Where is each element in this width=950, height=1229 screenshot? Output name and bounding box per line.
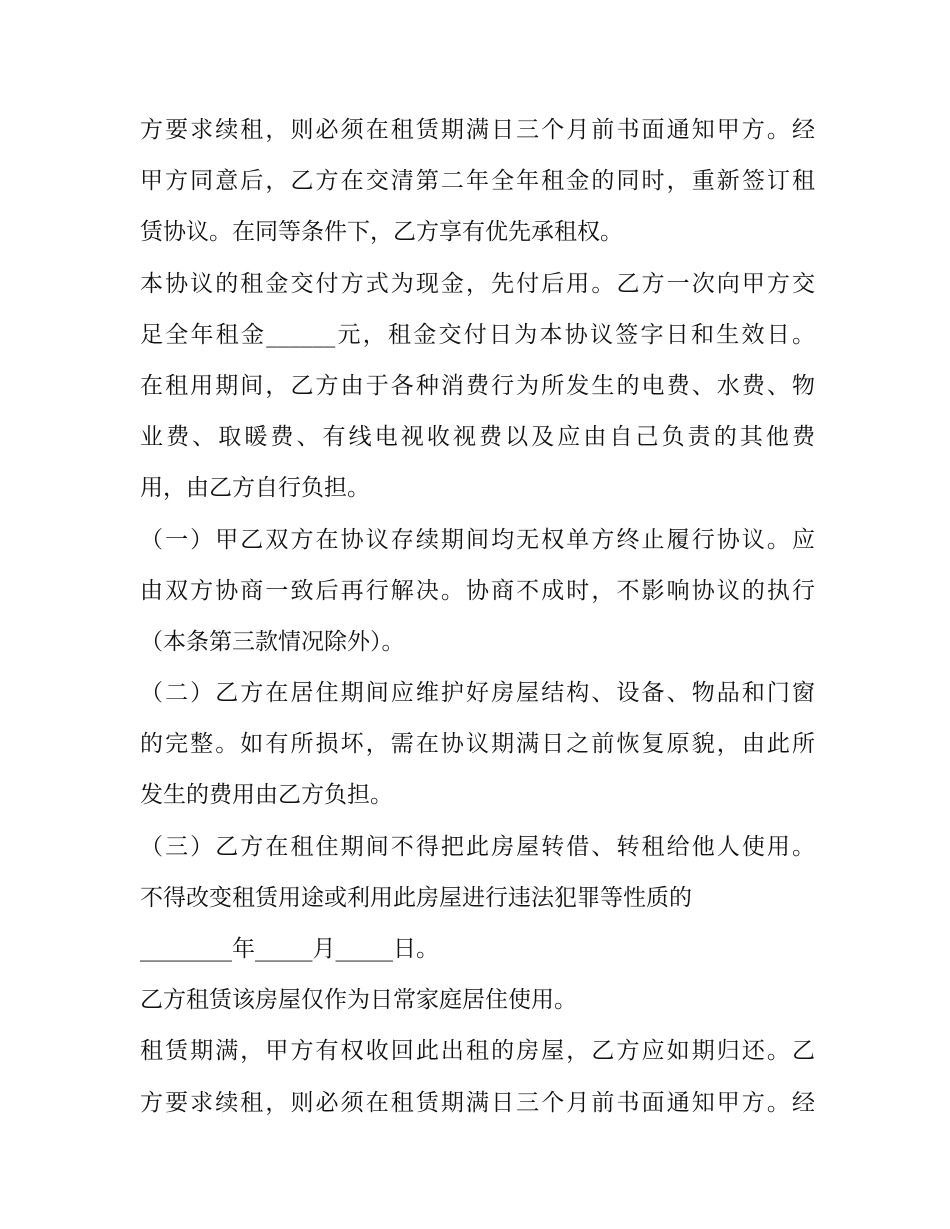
text-line: 方要求续租，则必须在租赁期满日三个月前书面通知甲方。经 xyxy=(140,117,815,143)
text-line: 的完整。如有所损坏，需在协议期满日之前恢复原貌，由此所 xyxy=(140,731,815,758)
text-line: 赁协议。在同等条件下，乙方享有优先承租权。 xyxy=(140,219,623,246)
text-line: 发生的费用由乙方负担。 xyxy=(140,782,393,809)
text-line: 方要求续租，则必须在租赁期满日三个月前书面通知甲方。经 xyxy=(140,1089,815,1116)
text-line: （一）甲乙双方在协议存续期间均无权单方终止履行协议。应 xyxy=(140,526,815,553)
text-line: 甲方同意后，乙方在交清第二年全年租金的同时，重新签订租 xyxy=(140,168,815,195)
text-line: 本协议的租金交付方式为现金，先付后用。乙方一次向甲方交 xyxy=(140,270,815,297)
document-body xyxy=(140,105,815,1129)
text-line: 用，由乙方自行负担。 xyxy=(140,475,370,502)
text-line: 由双方协商一致后再行解决。协商不成时，不影响协议的执行 xyxy=(140,577,815,604)
text-line: 租赁期满，甲方有权收回此出租的房屋，乙方应如期归还。乙 xyxy=(140,1038,815,1065)
text-line: 乙方租赁该房屋仅作为日常家庭居住使用。 xyxy=(140,987,577,1014)
text-line: （本条第三款情况除外）。 xyxy=(140,628,405,655)
text-line: 足全年租金______元，租金交付日为本协议签字日和生效日。 xyxy=(140,321,815,348)
text-line: （二）乙方在居住期间应维护好房屋结构、设备、物品和门窗 xyxy=(140,680,815,707)
text-line: 在租用期间，乙方由于各种消费行为所发生的电费、水费、物 xyxy=(140,372,815,399)
text-line: 不得改变租赁用途或利用此房屋进行违法犯罪等性质的 xyxy=(140,884,692,911)
text-line: （三）乙方在租住期间不得把此房屋转借、转租给他人使用。 xyxy=(140,833,815,860)
text-line: ________年_____月_____日。 xyxy=(140,936,439,962)
text-line: 业费、取暖费、有线电视收视费以及应由自己负责的其他费 xyxy=(140,424,815,451)
